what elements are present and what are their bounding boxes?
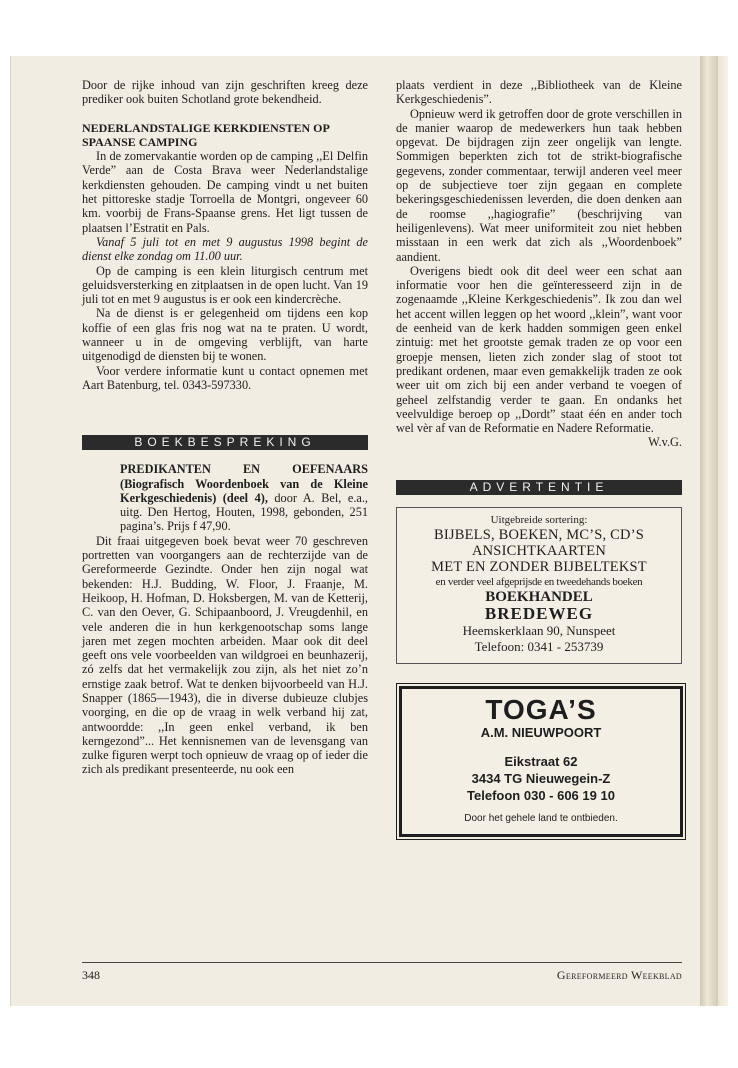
ad1-phone: Telefoon: 0341 - 253739	[474, 638, 604, 654]
ad1-shop-name-2: BREDEWEG	[484, 603, 594, 623]
ad2-phone: Telefoon 030 - 606 19 10	[467, 787, 615, 803]
camping-paragraph-5: Voor verdere informatie kunt u contact opnemen met Aart Batenburg, tel. 0343-597330.	[82, 363, 368, 392]
advertisement-band: ADVERTENTIE	[396, 480, 682, 495]
camping-paragraph-3: Op de camping is een klein liturgisch centrum met geluidsversterking en zitplaatsen in de open lucht. Van 19 juli tot en met 9 augustus is er ook een kindercrèche.	[82, 263, 368, 307]
camping-paragraph-1: In de zomervakantie worden op de camping ,,El Delfin Verde” aan de Costa Brava weer Nederlandstalige kerkdiensten gehouden. De camping vindt u net buiten het pittoreske stadje Torroella de Montgri, ongeveer 60 km. voorbij de Frans-Spaanse grens. Het ligt tussen de plaatsen l’Estratit en Pals.	[82, 149, 368, 235]
togas-advertisement	[399, 686, 683, 837]
book-details: door A. Bel, e.a., uitg. Den Hertog, Houten, 1998, gebonden, 251 pagina’s. Prijs f 47,90.	[120, 490, 368, 534]
ad2-street: Eikstraat 62	[504, 753, 578, 769]
page-footer	[82, 962, 682, 982]
publication-name: Gereformeerd Weekblad	[556, 968, 682, 982]
ad1-line3: ANSICHTKAARTEN	[471, 542, 607, 559]
review-paragraph-3: Opnieuw werd ik getroffen door de grote verschillen in de manier waarop de medewerkers hun taak hebben opgevat. De bijdragen zijn zeer ongelijk van lengte. Sommigen beperkten zich tot de strikt-biografische gegevens, zonder commentaar, terwijl anderen veel meer op de subjectieve toer zijn gegaan en complete bekeringsgeschiedenissen leverden, die doen denken aan de roomse ,,hagiografie” (beschrijving van heiligenlevens). Wat meer uniformiteit zou niet hebben misstaan in een werk dat zich als ,,Woordenboek” aandient.	[396, 106, 682, 264]
ad2-company: A.M. NIEUWPOORT	[480, 724, 602, 740]
book-title: PREDIKANTEN EN OEFENAARS (Biografisch Woordenboek van de Kleine Kerkgeschiedenis) (deel 4),	[120, 462, 368, 505]
ad1-line2: BIJBELS, BOEKEN, MC’S, CD’S	[433, 526, 645, 543]
camping-paragraph-4: Na de dienst is er gelegenheid om tijdens een kop koffie of een glas fris nog wat na te praten. U wordt, wanneer u in de omgeving verblijft, van harte uitgenodigd de diensten bij te wonen.	[82, 306, 368, 364]
ad2-city: 3434 TG Nieuwegein-Z	[471, 770, 611, 786]
left-column	[82, 78, 368, 777]
page-number: 348	[82, 968, 100, 982]
bookshop-advertisement	[396, 507, 682, 664]
ad1-line4: MET EN ZONDER BIJBELTEKST	[431, 558, 647, 575]
right-column	[396, 78, 682, 837]
ad1-line5: en verder veel afgeprijsde en tweedehands boeken	[435, 575, 643, 588]
intro-paragraph: Door de rijke inhoud van zijn geschriften kreeg deze prediker ook buiten Schotland grote bekendheid.	[82, 78, 368, 107]
ad2-tagline: Door het gehele land te ontbieden.	[464, 812, 618, 824]
review-section-band: BOEKBESPREKING	[82, 435, 368, 450]
review-paragraph-1: Dit fraai uitgegeven boek bevat weer 70 geschreven portretten van voorgangers aan de rechterzijde van de Gereformeerde Gezindte. Onder hen zijn nogal wat bekenden: H.J. Budding, W. Floor, J. Fraanje, M. Heikoop, H. Hofman, D. Hoksbergen, M. van de Ketterij, C. van den Oever, G. Schipaanboord, J. Vreugdenhil, en vele anderen die in hun kerkgenootschap soms lange jaren met zegen mochten arbeiden. Maar ook dit deel geeft ons vele voorbeelden van wildgroei en beunhazerij, zó zelfs dat het vermakelijk zou zijn, als het niet zo’n ernstige zaak betrof. Wat te denken bijvoorbeeld van H.J. Snapper (1865—1943), die in diverse dubieuze clubjes voorging, en die op de vraag in welk verband hij zat, antwoordde: ,,In geen enkel verband, ik ben kerngezond”... Het kennisnemen van de levensgang van zulke figuren werpt toch opnieuw de vraag op of ieder die zich als predikant presenteerde, nu ook een	[82, 533, 368, 777]
camping-schedule: Vanaf 5 juli tot en met 9 augustus 1998 begint de dienst elke zondag om 11.00 uur.	[82, 234, 368, 264]
ad1-shop-name: BOEKHANDEL	[485, 588, 593, 605]
review-paragraph-4: Overigens biedt ook dit deel weer een schat aan informatie voor hen die geïnteresseerd zijn in de zogenaamde ,,Kleine Kerkgeschiedenis”. Ik zou dan wel het accent willen leggen op het woord ,,klein”, want voor de eenheid van de kerk hadden sommigen geen enkel zintuig: met het grootste gemak traden ze op voor een groepje mensen, lieten zich zonder slag of stoot tot predikant ordenen, maar even gemakkelijk traden ze ook weer uit om zich bij een ander verband te voegen of geheel zelfstandig verder te gaan. En ondanks het veelvuldige beroep op ,,Dordt” staat één en ander toch wel vèr af van de Reformatie en Nadere Reformatie.	[396, 263, 682, 436]
review-signature: W.v.G.	[648, 435, 682, 450]
ad1-address: Heemskerklaan 90, Nunspeet	[462, 622, 616, 638]
ad2-title: TOGA’S	[485, 693, 597, 725]
page-edge	[718, 56, 728, 1006]
section-heading: NEDERLANDSTALIGE KERKDIENSTEN OP SPAANSE CAMPING	[82, 120, 330, 149]
book-spine	[700, 56, 718, 1006]
review-paragraph-2: plaats verdient in deze ,,Bibliotheek van de Kleine Kerkgeschiedenis”.	[396, 78, 682, 107]
ad1-line1: Uitgebreide sortering:	[490, 513, 588, 526]
book-citation	[82, 462, 368, 533]
